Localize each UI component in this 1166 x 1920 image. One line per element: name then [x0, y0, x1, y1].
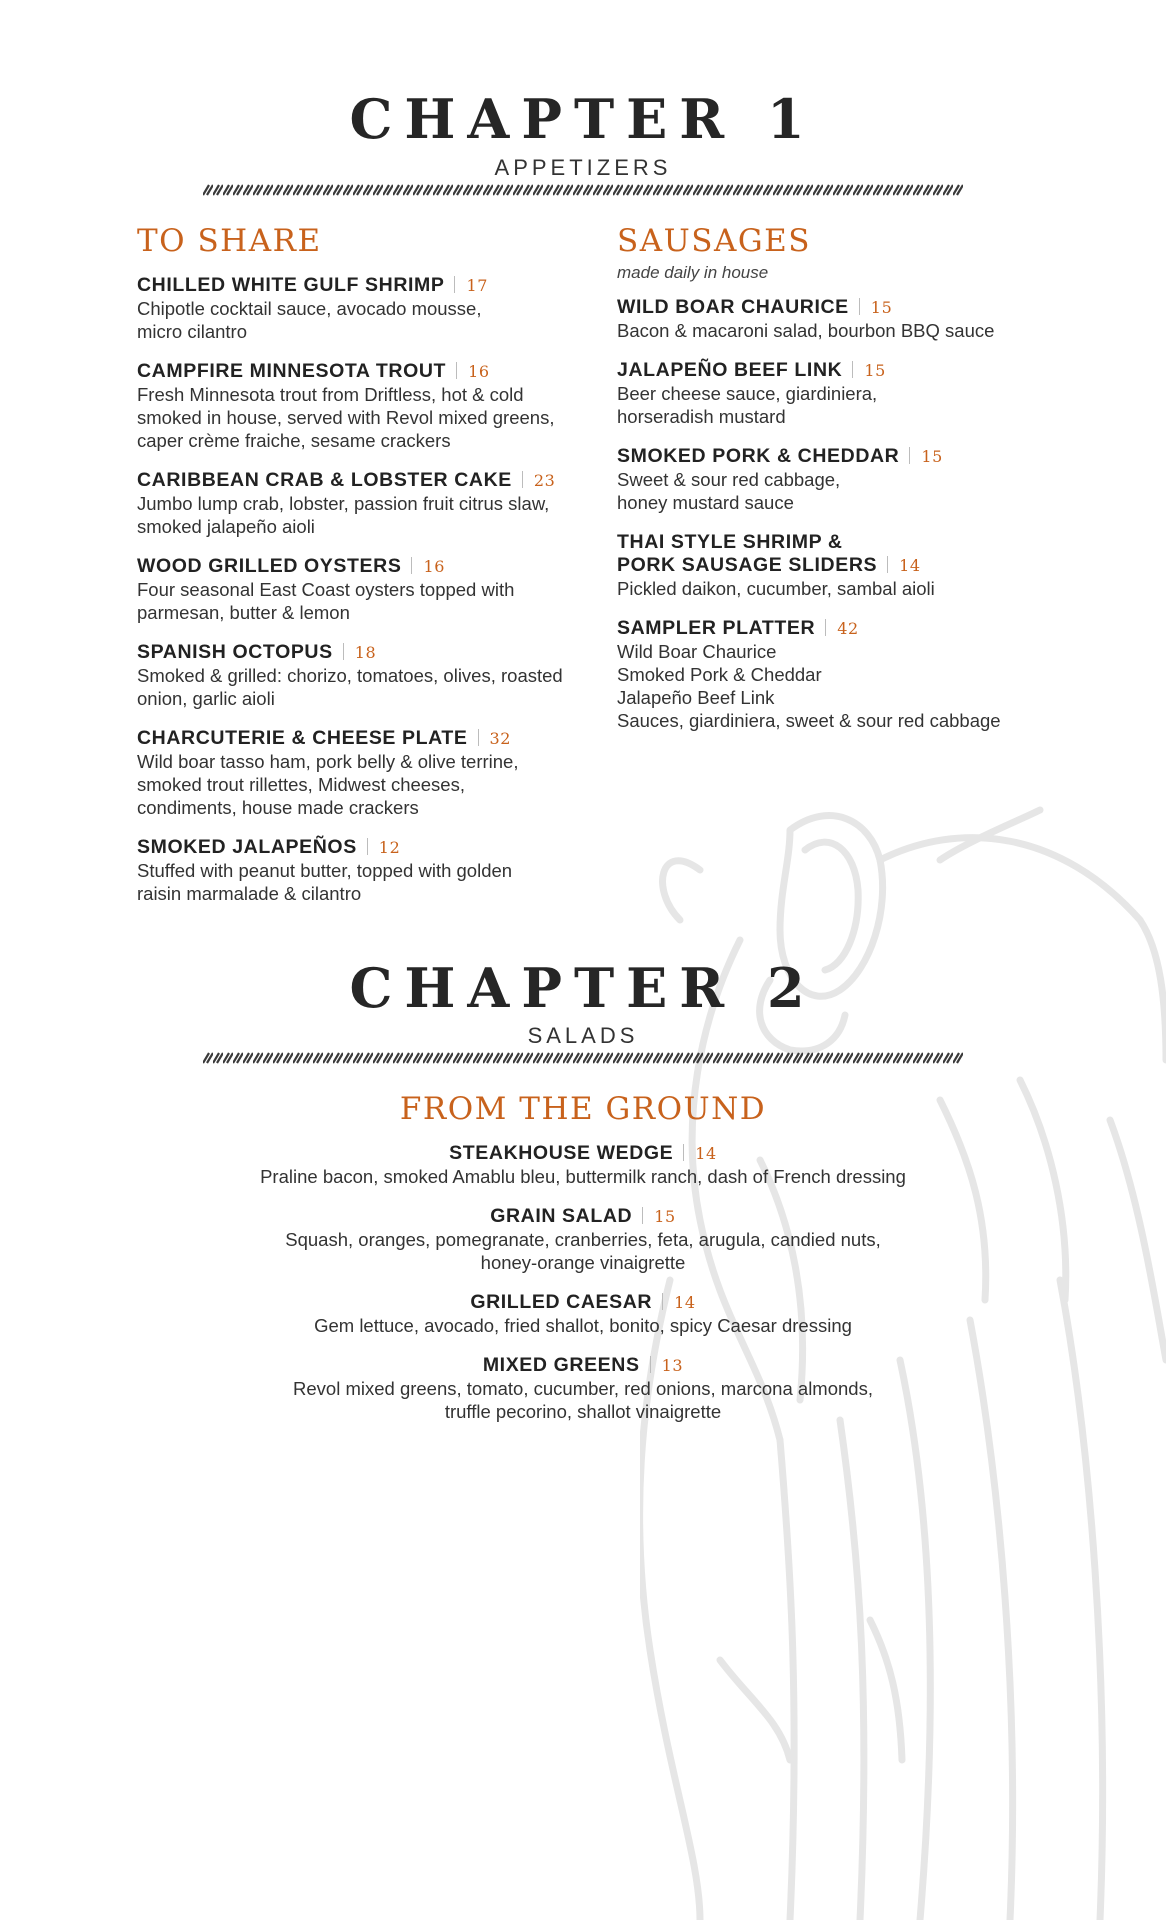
item-price: 14: [899, 556, 921, 575]
item-name: JALAPEÑO BEEF LINK: [617, 359, 843, 381]
menu-item: [617, 296, 1137, 342]
item-description: Squash, oranges, pomegranate, cranberries, feta, arugula, candied nuts, honey-orange vinaigrette: [285, 1229, 881, 1273]
item-description: Smoked & grilled: chorizo, tomatoes, olives, roasted onion, garlic aioli: [137, 665, 563, 709]
item-description: Bacon & macaroni salad, bourbon BBQ sauce: [617, 320, 995, 341]
menu-item: [133, 1205, 1033, 1274]
section-title-sausages: SAUSAGES: [617, 223, 812, 259]
sausages-column: [617, 223, 1137, 749]
menu-item: [137, 836, 607, 905]
item-price: 15: [864, 361, 886, 380]
item-price: 23: [533, 471, 556, 490]
item-name: STEAKHOUSE WEDGE: [449, 1142, 674, 1164]
menu-item: [617, 531, 1137, 600]
item-description: Chipotle cocktail sauce, avocado mousse, micro cilantro: [137, 298, 482, 342]
item-description: Wild Boar Chaurice Smoked Pork & Cheddar Jalapeño Beef Link Sauces, giardiniera, sweet & sour red cabbage: [617, 641, 1001, 731]
item-name: MIXED GREENS: [482, 1354, 640, 1376]
menu-item: [617, 445, 1137, 514]
menu-item: [137, 641, 607, 710]
item-price: 42: [837, 619, 859, 638]
menu-item: [617, 617, 1137, 732]
item-price: 16: [468, 362, 490, 381]
item-name: CHARCUTERIE & CHEESE PLATE: [137, 727, 468, 749]
item-description: Fresh Minnesota trout from Driftless, hot & cold smoked in house, served with Revol mixed greens, caper crème fraiche, sesame crackers: [137, 384, 555, 451]
chapter-2-title: CHAPTER 2: [349, 956, 817, 1020]
item-name: GRILLED CAESAR: [470, 1291, 653, 1313]
menu-item: [133, 1142, 1033, 1188]
item-description: Wild boar tasso ham, pork belly & olive terrine, smoked trout rillettes, Midwest cheeses, condiments, house made crackers: [137, 751, 519, 818]
item-description: Jumbo lump crab, lobster, passion fruit citrus slaw, smoked jalapeño aioli: [137, 493, 550, 537]
rope-divider-icon: [203, 1051, 963, 1065]
menu-item: [133, 1291, 1033, 1337]
item-name: SAMPLER PLATTER: [617, 617, 816, 639]
item-description: Sweet & sour red cabbage, honey mustard sauce: [617, 469, 841, 513]
item-name: GRAIN SALAD: [490, 1205, 633, 1227]
menu-item: [137, 274, 607, 343]
item-description: Stuffed with peanut butter, topped with golden raisin marmalade & cilantro: [137, 860, 513, 904]
section-note: made daily in house: [617, 263, 769, 282]
item-price: 12: [378, 838, 401, 857]
chapter-2-subtitle: SALADS: [527, 1023, 639, 1048]
item-description: Praline bacon, smoked Amablu bleu, buttermilk ranch, dash of French dressing: [260, 1166, 906, 1187]
menu-item: [137, 360, 607, 452]
item-name: CHILLED WHITE GULF SHRIMP: [137, 274, 445, 296]
section-title-to-share: TO SHARE: [137, 223, 322, 259]
item-description: Gem lettuce, avocado, fried shallot, bonito, spicy Caesar dressing: [314, 1315, 852, 1336]
menu-item: [137, 469, 607, 538]
item-description: Revol mixed greens, tomato, cucumber, red onions, marcona almonds, truffle pecorino, shallot vinaigrette: [293, 1378, 873, 1422]
item-price: 15: [870, 298, 893, 317]
item-name: THAI STYLE SHRIMP & PORK SAUSAGE SLIDERS: [617, 531, 878, 576]
section-title-from-the-ground: FROM THE GROUND: [399, 1091, 767, 1127]
menu-item: [137, 727, 607, 819]
menu-item: [133, 1354, 1033, 1423]
rope-divider-icon: [203, 183, 963, 197]
item-name: CAMPFIRE MINNESOTA TROUT: [137, 360, 447, 382]
menu-item: [617, 359, 1137, 428]
item-name: SMOKED JALAPEÑOS: [137, 836, 357, 858]
item-description: Four seasonal East Coast oysters topped with parmesan, butter & lemon: [137, 579, 515, 623]
item-price: 15: [654, 1207, 676, 1226]
item-price: 13: [661, 1356, 684, 1375]
chapter-1-title: CHAPTER 1: [349, 87, 817, 151]
item-name: SMOKED PORK & CHEDDAR: [617, 445, 900, 467]
item-price: 14: [674, 1293, 696, 1312]
item-name: WILD BOAR CHAURICE: [617, 296, 849, 318]
item-name: WOOD GRILLED OYSTERS: [137, 555, 402, 577]
item-price: 15: [921, 447, 943, 466]
item-description: Pickled daikon, cucumber, sambal aioli: [617, 578, 935, 599]
from-the-ground-section: [133, 1091, 1033, 1440]
menu-item: [137, 555, 607, 624]
item-price: 17: [466, 276, 489, 295]
to-share-column: [137, 223, 607, 922]
item-price: 14: [695, 1144, 717, 1163]
item-description: Beer cheese sauce, giardiniera, horseradish mustard: [617, 383, 878, 427]
item-price: 18: [354, 643, 377, 662]
chapter-1-subtitle: APPETIZERS: [494, 155, 672, 180]
item-name: CARIBBEAN CRAB & LOBSTER CAKE: [137, 469, 512, 491]
item-price: 16: [423, 557, 445, 576]
item-name: SPANISH OCTOPUS: [137, 641, 333, 663]
item-price: 32: [489, 729, 512, 748]
